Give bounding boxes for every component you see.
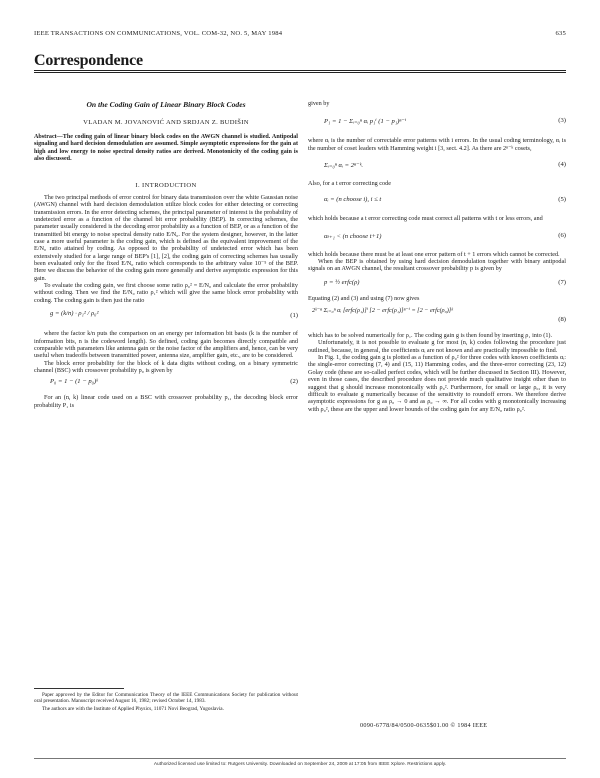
article-title: On the Coding Gain of Linear Binary Block Codes <box>86 100 246 109</box>
section-rule <box>34 70 566 71</box>
equation-6 <box>308 223 566 251</box>
equation-3 <box>308 107 566 137</box>
footer-rule <box>34 758 566 759</box>
paragraph: The two principal methods of error control for binary data transmission over the white Gaussian noise (AWGN) channel with hard decision demodulation utilize block codes for either detecting or correcting transmission errors. In the error detecting schemes, the principal parameter of interest is the probability of undetected error as a function of the channel bit error probability (BEP). In correcting schemes, the parameter usually considered is the decoding error probability as a function of BEP, or as a function of the transmitted bit energy to noise spectral density ratio E/N₀. For the system designer, however, in the latter case a more useful parameter is the coding gain, which is defined as the equivalent improvement of the E/N₀ ratio attained by coding. As opposed to the probability of undetected error which has been extensively studied for a large range of BEP's [1], [2], the coding gain of correcting schemes has usually been evaluated only for the fixed E/N₀ ratio which corresponds to the arbitrary value 10⁻⁵ of the BEP. Here we discuss the behavior of the coding gain more generally and derive asymptotic expression for this gain. <box>34 194 298 282</box>
article-authors: VLADAN M. JOVANOVIĆ AND SRDJAN Z. BUDIŠIN <box>83 119 249 126</box>
paragraph: When the BEP is obtained by using hard decision demodulation together with binary antipodal signals on an AWGN channel, the resultant crossover probability p is given by <box>308 258 566 273</box>
equation-number: (5) <box>558 196 566 204</box>
paragraph: The block error probability for the block of k data digits without coding, on a binary symmetric channel (BSC) with crossover probability p₀ is given by <box>34 359 298 374</box>
equation-1 <box>34 304 298 330</box>
paragraph: where the factor k/n puts the comparison on an energy per information bit basis (k is the number of information bits, n is the codeword length). So defined, coding gain becomes directly compatible and comparable with parameters like antenna gain or the noise factor of the amplifiers and, hence, can be very useful when tradeoffs between transmitted power, antenna size, amplifier gain, etc., are to be considered. <box>34 330 298 360</box>
intro-heading: I. INTRODUCTION <box>135 182 197 189</box>
journal-line: IEEE TRANSACTIONS ON COMMUNICATIONS, VOL. COM-32, NO. 5, MAY 1984 <box>34 30 283 37</box>
equation-number: (3) <box>558 117 566 125</box>
equation-7 <box>308 273 566 295</box>
footnote: The authors are with the Institute of Applied Physics, 11071 Novi Beograd, Yugoslavia. <box>42 706 224 713</box>
copyright-line: 0090-6778/84/0500-0635$01.00 © 1984 IEEE <box>360 722 488 729</box>
paragraph: To evaluate the coding gain, we first choose some ratio ρ₀² = E/N₀ and calculate the error probability without coding. Then we find the E/N₀ ratio ρ₁² which will give the same block error probability with coding. The coding gain is then just the ratio <box>34 282 298 304</box>
equation-expr: 2ᵏ⁻ⁿ Σᵢ₌₀ⁿ αᵢ [erfc(ρ₁)]ⁱ [2 − erfc(ρ₁)]ⁿ⁻ⁱ = [2 − erfc(ρ₀)]ᵏ <box>312 307 453 315</box>
section-title: Correspondence <box>34 52 143 69</box>
paragraph: which holds because there must be at least one error pattern of t + 1 errors which cannot be corrected. <box>308 250 560 258</box>
footnote-rule <box>34 688 124 689</box>
paragraph: given by <box>308 100 330 107</box>
equation-expr: P₀ = 1 − (1 − p₀)ᵏ <box>50 378 98 386</box>
equation-4 <box>308 152 566 180</box>
access-footer: Authorized licensed use limited to: Rutgers University. Downloaded on September 24, 2009 at 17:05 from IEEE Xplore. Restrictions apply. <box>153 762 447 767</box>
equation-2 <box>34 374 298 394</box>
equation-expr: P₁ = 1 − Σᵢ₌₀ⁿ αᵢ p₁ⁱ (1 − p₁)ⁿ⁻ⁱ <box>324 118 407 126</box>
equation-number: (6) <box>558 231 566 239</box>
paragraph: which has to be solved numerically for ρ₁. The coding gain g is then found by inserting ρ₁ into (1). <box>308 332 553 340</box>
equation-8 <box>308 302 566 332</box>
equation-5 <box>308 187 566 215</box>
equation-expr: αᵢ = (n choose i), i ≤ t <box>324 196 382 204</box>
paragraph: where αᵢ is the number of correctable error patterns with i errors. In the usual coding terminology, αᵢ is the number of coset leaders with Hamming weight i [3, sect. 4.2]. As there are 2ⁿ⁻ᵏ cosets, <box>308 137 566 152</box>
running-header <box>34 30 566 37</box>
paragraph: Also, for a t error correcting code <box>308 180 391 188</box>
equation-expr: Σᵢ₌₀ⁿ αᵢ = 2ⁿ⁻ᵏ. <box>324 162 364 170</box>
equation-number: (4) <box>558 161 566 169</box>
paragraph: In Fig. 1, the coding gain g is plotted as a function of ρ₀² for three codes with known coefficients αᵢ: the single-error correcting (7, 4) and (15, 11) Hamming codes, and the three-error correcting (23, 12) Golay code (these are so-called perfect codes, which will be further discussed in Section III). However, even in those cases, the described procedure does not provide much qualitative insight other than to suggest that g should increase monotonically with ρ₀². Furthermore, for small or large ρ₀, it is very difficult to evaluate g numerically because of the sensitivity to roundoff errors. We therefore derive asymptotic expressions for g as ρ₀ → 0 and as ρ₀ → ∞. For all codes with g monotonically increasing with ρ₀², these are the upper and lower bounds of the coding gain for any E/N₀ ratio ρ₀². <box>308 354 566 413</box>
equation-expr: g = (k/n) · ρ₁² / ρ₀² <box>50 310 99 318</box>
section-rule-2 <box>34 72 566 73</box>
paragraph: which holds because a t error correcting code must correct all patterns with t or less errors, and <box>308 215 543 223</box>
left-body <box>34 194 298 409</box>
equation-number: (8) <box>558 316 566 324</box>
footnote: Paper approved by the Editor for Communication Theory of the IEEE Communications Society for publication without oral presentation. Manuscript received August 16, 1982; revised October 14, 1983. <box>34 692 298 705</box>
paragraph: Unfortunately, it is not possible to evaluate g for most (n, k) codes following the procedure just outlined, because, in general, the coefficients αᵢ are not known and are practically impossible to find. <box>308 339 566 354</box>
paragraph: For an (n, k) linear code used on a BSC with crossover probability p₁, the decoding block error probability P₁ is <box>34 394 298 409</box>
equation-expr: p = ½ erfc(ρ) <box>324 278 360 286</box>
equation-number: (1) <box>290 312 298 320</box>
footnotes <box>34 692 298 713</box>
equation-number: (7) <box>558 278 566 286</box>
paragraph: Equating (2) and (3) and using (7) now gives <box>308 294 420 302</box>
right-body <box>308 100 566 413</box>
abstract: Abstract—The coding gain of linear binary block codes on the AWGN channel is studied. Antipodal signaling and hard decision demodulation are assumed. Simple asymptotic expressions for the gain at high and low energy to noise spectral density ratios are derived. Monotonicity of the coding gain is also discussed. <box>34 134 298 163</box>
equation-expr: αₜ₊₁ < (n choose t+1) <box>324 232 382 240</box>
page-number: 635 <box>555 30 566 37</box>
equation-number: (2) <box>290 378 298 386</box>
